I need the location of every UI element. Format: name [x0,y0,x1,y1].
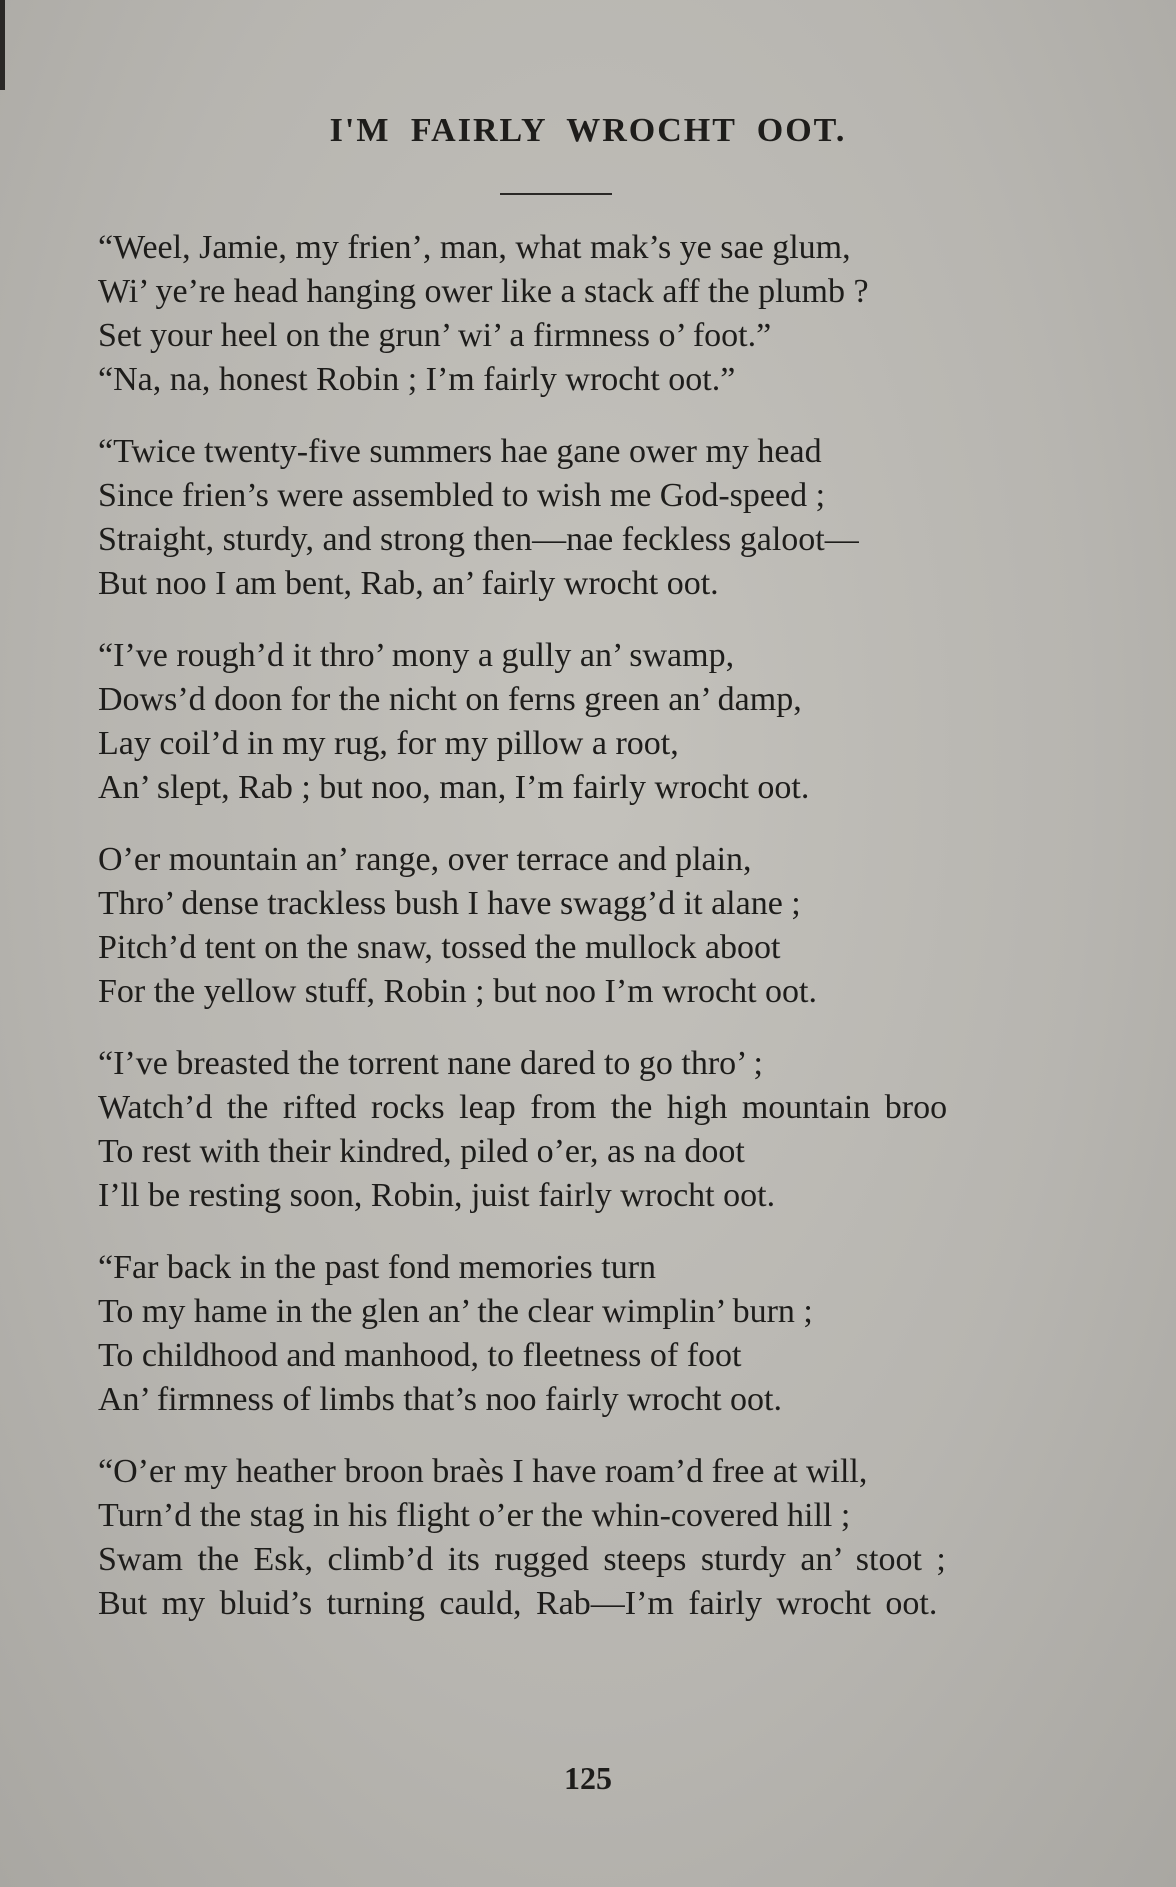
poem-line: Set your heel on the grun’ wi’ a firmness o’ foot.” [98,317,772,354]
stanza-4 [98,838,1018,1014]
stanza-5 [98,1042,1018,1218]
poem-line: Since frien’s were assembled to wish me God-speed ; [98,477,826,514]
page-edge-shadow [0,0,5,90]
poem-line: Pitch’d tent on the snaw, tossed the mullock aboot [98,929,781,966]
poem-line: Straight, sturdy, and strong then—nae feckless galoot— [98,521,859,558]
poem-line: Lay coil’d in my rug, for my pillow a root, [98,725,679,762]
poem-line: To my hame in the glen an’ the clear wimplin’ burn ; [98,1293,813,1330]
poem-line: “I’ve rough’d it thro’ mony a gully an’ swamp, [98,637,735,674]
poem-line: “I’ve breasted the torrent nane dared to go thro’ ; [98,1045,763,1082]
poem-line: An’ slept, Rab ; but noo, man, I’m fairly wrocht oot. [98,769,810,806]
poem-line: “O’er my heather broon braès I have roam’d free at will, [98,1453,868,1490]
poem-line: Wi’ ye’re head hanging ower like a stack aff the plumb ? [98,273,869,310]
poem-line: “Twice twenty-five summers hae gane ower my head [98,433,822,470]
poem-line: “Weel, Jamie, my frien’, man, what mak’s ye sae glum, [98,229,851,266]
poem-line: “Far back in the past fond memories turn [98,1249,657,1286]
poem-line: Swam the Esk, climb’d its rugged steeps sturdy an’ stoot ; [98,1541,946,1578]
stanza-6 [98,1246,1018,1422]
poem-line: To childhood and manhood, to fleetness of foot [98,1337,742,1374]
poem-line: I’ll be resting soon, Robin, juist fairly wrocht oot. [98,1177,776,1214]
poem-line: An’ firmness of limbs that’s noo fairly wrocht oot. [98,1381,782,1418]
poem-line: Dows’d doon for the nicht on ferns green an’ damp, [98,681,802,718]
poem-line: Thro’ dense trackless bush I have swagg’d it alane ; [98,885,801,922]
poem-line: Turn’d the stag in his flight o’er the whin-covered hill ; [98,1497,851,1534]
poem-line: O’er mountain an’ range, over terrace and plain, [98,841,752,878]
poem-body [98,226,1018,1654]
poem-line: “Na, na, honest Robin ; I’m fairly wrocht oot.” [98,361,736,398]
stanza-1 [98,226,1018,402]
stanza-3 [98,634,1018,810]
poem-line: But noo I am bent, Rab, an’ fairly wrocht oot. [98,565,719,602]
stanza-2 [98,430,1018,606]
poem-line: Watch’d the rifted rocks leap from the high mountain broo [98,1089,948,1126]
title-rule [500,193,612,195]
poem-line: For the yellow stuff, Robin ; but noo I’m wrocht oot. [98,973,817,1010]
poem-line: To rest with their kindred, piled o’er, as na doot [98,1133,745,1170]
page-number: 125 [564,1760,612,1796]
poem-line: But my bluid’s turning cauld, Rab—I’m fairly wrocht oot. [98,1585,938,1622]
poem-title: I'M FAIRLY WROCHT OOT. [329,112,847,149]
stanza-7 [98,1450,1018,1626]
